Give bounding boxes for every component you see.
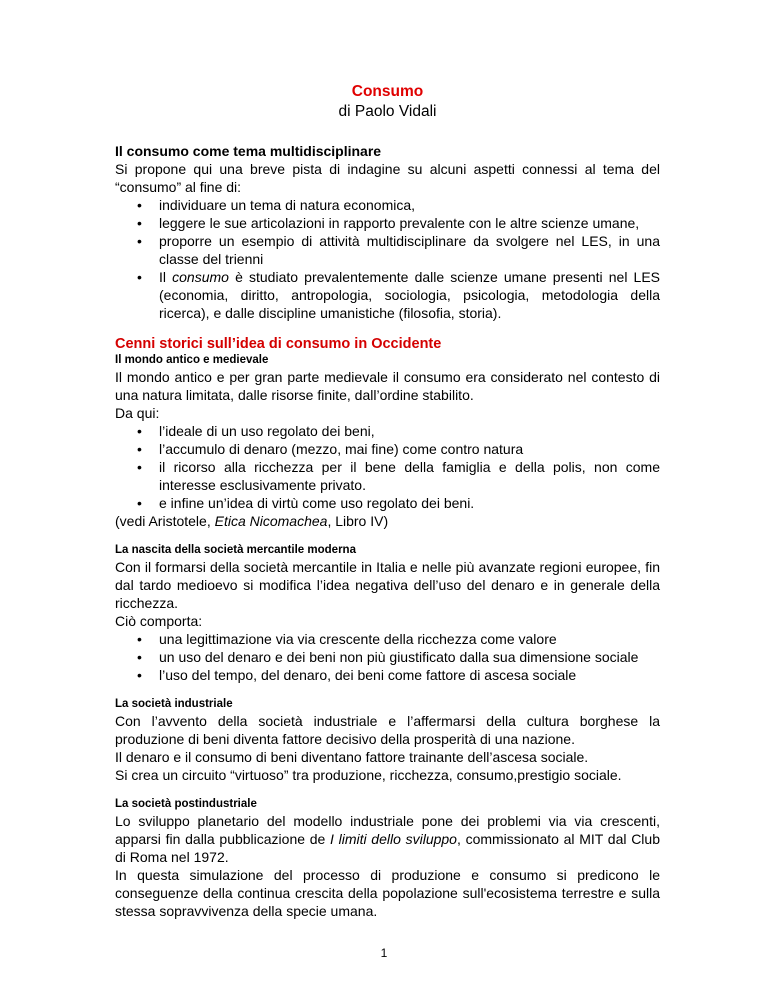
- text-run: è studiato prevalentemente dalle scienze umane presenti nel LES (economia, diritto, antropologia, sociologia, psicologia, metodologia della ricerca), e dalle discipline umanistiche (filosofia, storia).: [159, 269, 661, 321]
- list-item: • e infine un’idea di virtù come uso regolato dei beni.: [115, 494, 660, 512]
- subheading-mercantile: La nascita della società mercantile moderna: [115, 544, 356, 556]
- list-item: • l’uso del tempo, del denaro, dei beni come fattore di ascesa sociale: [115, 666, 660, 684]
- subheading-industrial: La società industriale: [115, 698, 233, 710]
- text-run: Lo sviluppo planetario del modello industriale pone dei problemi via via crescenti, apparsi fin dalla pubblicazione de: [115, 813, 660, 847]
- mercantile-list: [115, 630, 660, 684]
- list-item: • leggere le sue articolazioni in rapporto prevalente con le altre scienze umane,: [115, 214, 660, 232]
- document-page: [115, 80, 660, 920]
- postindustrial-paragraph: In questa simulazione del processo di produzione e consumo si predicono le conseguenze della continua crescita della popolazione sull'ecosistema terrestre e sulla stessa sopravvivenza della specie umana.: [115, 867, 660, 919]
- ancient-reference: [115, 512, 660, 530]
- postindustrial-paragraph: [115, 812, 660, 866]
- list-item: • l’ideale di un uso regolato dei beni,: [115, 422, 660, 440]
- list-item: • proporre un esempio di attività multidisciplinare da svolgere nel LES, in una classe del trienni: [115, 232, 660, 268]
- intro-paragraph: Si propone qui una breve pista di indagine su alcuni aspetti connessi al tema del “consumo” al fine di:: [115, 161, 660, 195]
- mercantile-lead: Ciò comporta:: [115, 613, 203, 629]
- document-author: di Paolo Vidali: [338, 103, 437, 120]
- industrial-paragraph: Con l’avvento della società industriale e l’affermarsi della cultura borghese la produzione di beni diventa fattore decisivo della prosperità di una nazione.: [115, 713, 660, 747]
- emphasis-text: I limiti dello sviluppo: [330, 831, 457, 847]
- industrial-paragraph: Si crea un circuito “virtuoso” tra produzione, ricchezza, consumo,prestigio sociale.: [115, 767, 622, 783]
- text-run: (vedi Aristotele,: [115, 513, 215, 529]
- list-item: • l’accumulo di denaro (mezzo, mai fine) come contro natura: [115, 440, 660, 458]
- ancient-paragraph: Il mondo antico e per gran parte medievale il consumo era considerato nel contesto di una natura limitata, dalle risorse finite, dall’ordine stabilito.: [115, 369, 660, 403]
- text-run: , commissionato al MIT dal Club di Roma nel 1972.: [115, 831, 660, 865]
- mercantile-paragraph: Con il formarsi della società mercantile in Italia e nelle più avanzate regioni europee, fin dal tardo medioevo si modifica l’idea negativa dell’uso del denaro e in generale della ricchezza.: [115, 559, 660, 611]
- emphasis-text: Etica Nicomachea: [214, 513, 328, 529]
- list-item: [115, 268, 660, 322]
- list-item: • il ricorso alla ricchezza per il bene della famiglia e della polis, non come interesse esclusivamente privato.: [115, 458, 660, 494]
- subheading-ancient: Il mondo antico e medievale: [115, 354, 269, 366]
- section-heading-intro: Il consumo come tema multidisciplinare: [115, 143, 382, 159]
- section-heading-history: Cenni storici sull’idea di consumo in Occidente: [115, 336, 442, 352]
- ancient-lead: Da qui:: [115, 405, 160, 421]
- industrial-paragraph: Il denaro e il consumo di beni diventano fattore trainante dell’ascesa sociale.: [115, 749, 589, 765]
- list-item: • una legittimazione via via crescente della ricchezza come valore: [115, 630, 660, 648]
- subheading-postindustrial: La società postindustriale: [115, 798, 257, 810]
- document-title: Consumo: [351, 83, 424, 100]
- page-number: 1: [380, 946, 388, 960]
- emphasis-text: consumo: [172, 269, 229, 285]
- list-item: • un uso del denaro e dei beni non più giustificato dalla sua dimensione sociale: [115, 648, 660, 666]
- intro-list: [115, 196, 660, 322]
- ancient-list: [115, 422, 660, 512]
- text-run: , Libro IV): [327, 513, 389, 529]
- list-item: • individuare un tema di natura economica,: [115, 196, 660, 214]
- text-run: Il: [159, 269, 173, 285]
